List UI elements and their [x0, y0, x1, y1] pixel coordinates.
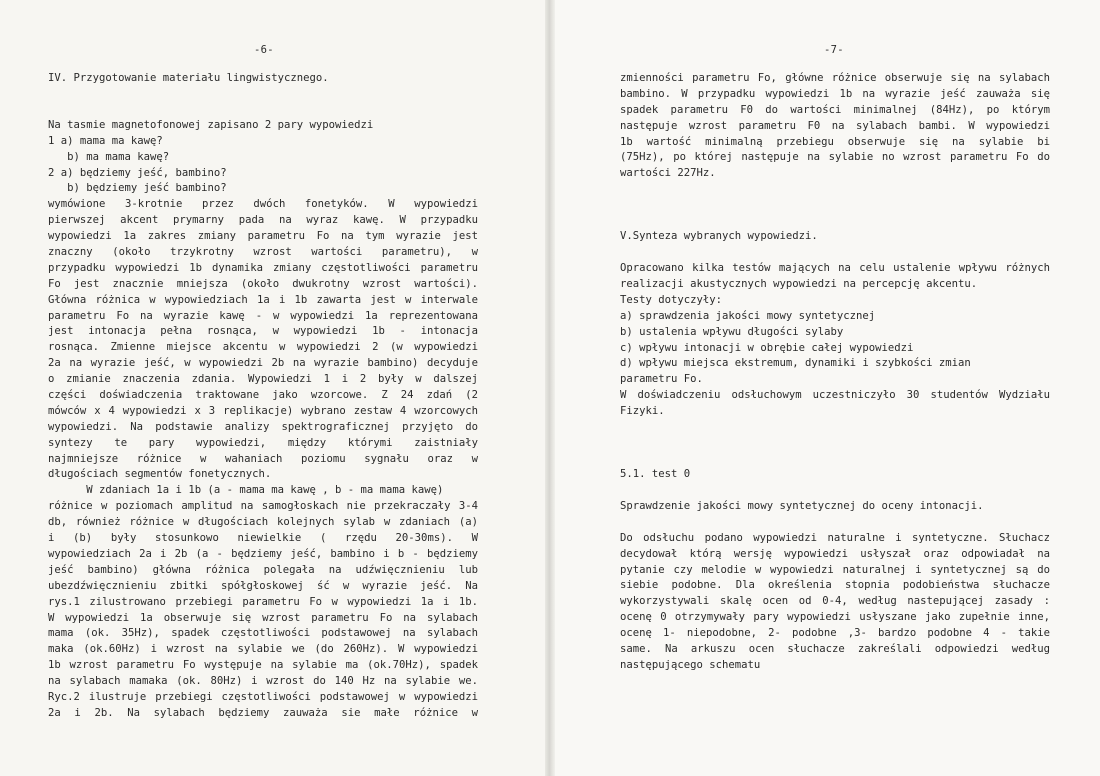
left-page — [0, 0, 548, 776]
text-line: różnice w poziomach amplitud na samogłoskach nie przekraczały 3-4 — [48, 500, 478, 513]
spacer — [620, 182, 1050, 213]
text-line: db, również różnice w długościach kolejnych sylab w zdaniach (a) — [48, 516, 478, 529]
text-line: spadek parametru F0 do wartości minimalnej (84Hz), po którym — [620, 103, 1050, 116]
text-line: rosnąca. Zmienne miejsce akcentu w wypowiedzi 2 (w wypowiedzi — [48, 341, 478, 354]
spacer — [620, 245, 1050, 261]
text-line: 1 a) mama ma kawę? — [48, 134, 163, 147]
text-line: W doświadczeniu odsłuchowym uczestniczyło 30 studentów Wydziału — [620, 389, 1050, 402]
text-line: W wypowiedzi 1a obserwuje się wzrost parametru Fo na sylabach — [48, 611, 478, 624]
text-line: IV. Przygotowanie materiału lingwistycznego. — [48, 72, 329, 84]
text-line: części doświadczenia traktowane jako wzorcowe. Z 24 zdań (2 — [48, 389, 478, 402]
text-line: następuje wzrost parametru F0 na sylabach bambi. W wypowiedzi — [620, 119, 1050, 132]
text-line: ocenę 1- niepodobne, 2- podobne ,3- bardzo podobne 4 - takie — [620, 627, 1050, 640]
text-line: realizacji akustycznych wypowiedzi na percepcję akcentu. — [620, 278, 978, 291]
spacer — [620, 213, 1050, 229]
text-line: pierwszej akcent prymarny pada na wyraz kawę. W przypadku — [48, 214, 478, 227]
text-line: (75Hz), po której następuje na sylabie no wzrost parametru Fo do — [620, 151, 1050, 164]
text-line: i (b) były stosunkowo niewielkie ( rzędu 20-30ms). W — [48, 532, 478, 545]
text-line: o zmianie znaczenia zdania. Wypowiedzi 1 i 2 były w dalszej — [48, 373, 478, 386]
text-line: wypowiedzi 1a zakres zmiany parametru Fo na tym wyrazie jest — [48, 230, 478, 243]
text-line: długościach segmentów fonetycznych. — [48, 468, 272, 481]
text-line: parametru Fo. — [620, 373, 703, 386]
text-line: decydował którą wersję wypowiedzi usłyszał oraz odpowiadał na — [620, 547, 1050, 560]
text-line: najmniejsze różnice w wahaniach poziomu sygnału oraz w — [48, 452, 478, 465]
text-line: siebie podobne. Dla określenia stopnia podobieństwa słuchacze — [620, 579, 1050, 592]
text-line: Fizyki. — [620, 405, 665, 418]
page-number: -7- — [824, 44, 844, 56]
text-line: Testy dotyczyły: — [620, 293, 723, 306]
text-line: syntezy te pary wypowiedzi, między którymi zaistniały — [48, 436, 478, 449]
text-line: Sprawdzenie jakości mowy syntetycznej do oceny intonacji. — [620, 499, 984, 512]
text-line: jest intonacja pełna rosnąca, w wypowiedzi 1b - intonacja — [48, 325, 478, 338]
text-line: wypowiedziach 2a i 2b (a - będziemy jeść, bambino i b - będziemy — [48, 547, 478, 560]
spacer — [48, 87, 478, 118]
spacer — [620, 451, 1050, 467]
text-line: same. Na arkuszu ocen słuchacze zakreślali odpowiedzi według — [620, 643, 1050, 656]
text-line: mówców x 4 wypowiedzi x 3 replikacje) wybrano zestaw 4 wzorcowych — [48, 404, 478, 417]
text-line: b) ma mama kawę? — [48, 150, 170, 163]
text-line: 2a na wyrazie jeść, w wypowiedzi 2b na wyrazie bambino) decyduje — [48, 357, 478, 370]
text-line: ubezdźwięcznieniu zbitki spółgłoskowej ść w wyrazie jeść. Na — [48, 579, 478, 592]
text-line: Na tasmie magnetofonowej zapisano 2 pary wypowiedzi — [48, 118, 374, 131]
text-line: bambino. W przypadku wypowiedzi 1b na wyrazie jeść zauważa się — [620, 87, 1050, 100]
text-line: 1b wartość minimalną przebiegu obserwuje się na sylabie bi — [620, 135, 1050, 148]
text-line: wartości 227Hz. — [620, 167, 716, 180]
text-line: jeść bambino) główna różnica polegała na udźwięcznieniu lub — [48, 563, 478, 576]
page-number: -6- — [254, 44, 274, 56]
text-line: znaczny (około trzykrotny wzrost wartości parametru), w — [48, 246, 478, 259]
text-line: b) będziemy jeść bambino? — [48, 182, 227, 195]
text-line: W zdaniach 1a i 1b (a - mama ma kawę , b - ma mama kawę) — [48, 484, 444, 497]
text-line: 2a i 2b. Na sylabach będziemy zauważa sie małe różnice w — [48, 706, 478, 719]
text-line: 1b wzrost parametru Fo występuje na sylabie ma (ok.70Hz), spadek — [48, 659, 478, 672]
body-text — [48, 71, 478, 722]
text-line: pytanie czy melodie w wypowiedzi naturalnej i syntetycznej są do — [620, 563, 1050, 576]
text-line: parametru Fo na wyrazie kawę - w wypowiedzi 1a reprezentowana — [48, 309, 478, 322]
text-line: wypowiedzi. Na podstawie analizy spektrograficznej przyjęto do — [48, 420, 478, 433]
text-line: przypadku wypowiedzi 1b dynamika zmiany częstotliwości parametru — [48, 261, 478, 274]
text-line: ocenę 0 otrzymywały pary wypowiedzi usłyszane jako zupełnie inne, — [620, 611, 1050, 624]
text-line: a) sprawdzenia jakości mowy syntetycznej — [620, 309, 876, 322]
text-line: Opracowano kilka testów mających na celu ustalenie wpływu różnych — [620, 262, 1050, 275]
text-line: rys.1 zilustrowano przebiegi parametru Fo w wypowiedzi 1a i 1b. — [48, 595, 478, 608]
spacer — [620, 483, 1050, 499]
text-line: Fo jest znacznie mniejsza (około dwukrotny wzrost wartości). — [48, 277, 478, 290]
book-gutter — [545, 0, 555, 776]
body-text — [620, 71, 1050, 674]
text-line: Do odsłuchu podano wypowiedzi naturalne i syntetyczne. Słuchacz — [620, 531, 1050, 544]
text-line: 2 a) będziemy jeść, bambino? — [48, 166, 227, 179]
text-line: c) wpływu intonacji w obrębie całej wypowiedzi — [620, 341, 914, 354]
text-line: Ryc.2 ilustruje przebiegi częstotliwości podstawowej w wypowiedzi — [48, 690, 478, 703]
text-line: V.Synteza wybranych wypowiedzi. — [620, 230, 818, 243]
text-line: d) wpływu miejsca ekstremum, dynamiki i szybkości zmian — [620, 357, 971, 370]
spacer — [620, 515, 1050, 531]
text-line: następującego schematu — [620, 658, 761, 671]
spacer — [620, 420, 1050, 451]
text-line: maka (ok.60Hz) i wzrost na sylabie we (do 260Hz). W wypowiedzi — [48, 643, 478, 656]
text-line: b) ustalenia wpływu długości sylaby — [620, 325, 844, 338]
text-line: na sylabach mamaka (ok. 80Hz) i wzrost do 140 Hz na sylabie we. — [48, 675, 478, 688]
right-page — [552, 0, 1100, 776]
text-line: wymówione 3-krotnie przez dwóch fonetyków. W wypowiedzi — [48, 198, 478, 211]
text-line: 5.1. test 0 — [620, 468, 691, 481]
text-line: mama (ok. 35Hz), spadek częstotliwości podstawowej na sylabach — [48, 627, 478, 640]
text-line: zmienności parametru Fo, główne różnice obserwuje się na sylabach — [620, 72, 1050, 84]
text-line: Główna różnica w wypowiedziach 1a i 1b zawarta jest w interwale — [48, 293, 478, 306]
text-line: wykorzystywali skalę ocen od 0-4, według nastepującej zasady : — [620, 595, 1050, 608]
